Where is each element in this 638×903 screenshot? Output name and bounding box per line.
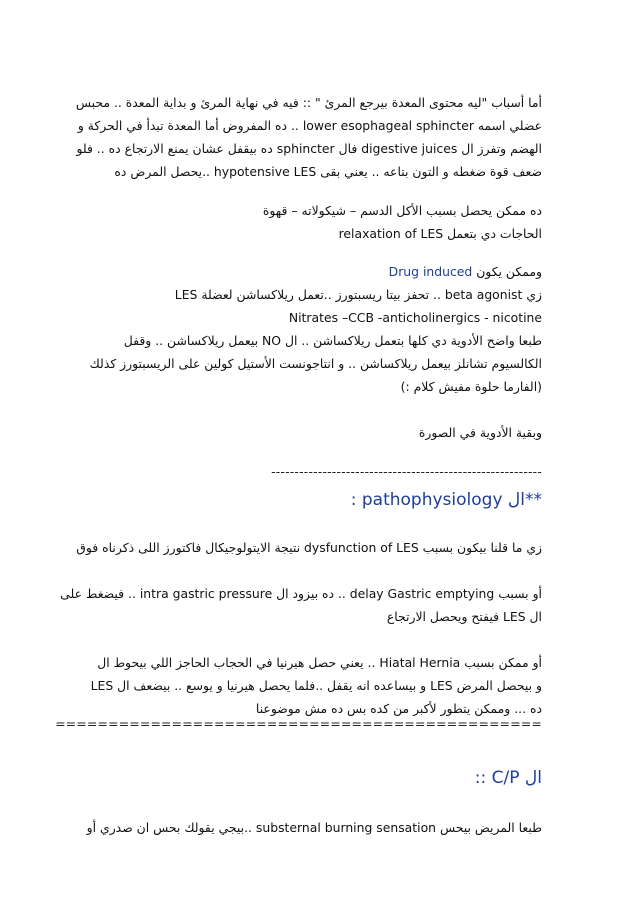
paragraph-line: ده ممكن يحصل بسبب الأكل الدسم – شيكولاته – قهوة: [262, 203, 542, 218]
paragraph-line: الحاجات دي بتعمل relaxation of LES: [338, 226, 542, 241]
separator-double: ==============================================: [55, 716, 542, 731]
paragraph-line: الكالسيوم تشانلز بيعمل ريلاكساشن .. و انتاجونست الأستيل كولين على الريسبتورز كذلك: [89, 356, 542, 371]
paragraph-line: طبعا واضح الأدوية دي كلها بتعمل ريلاكساشن .. ال NO بيعمل ريلاكساشن .. وقفل: [123, 333, 542, 348]
section-heading-cp: ال C/P ::: [474, 768, 542, 788]
paragraph-line: زي ما قلنا بيكون بسبب dysfunction of LES نتيجة الايتولوجيكال فاكتورز اللى ذكرناه فوق: [76, 540, 542, 555]
paragraph-line: Nitrates –CCB -anticholinergics - nicotine: [288, 310, 542, 325]
paragraph-line: وبقية الأدوية في الصورة: [418, 425, 542, 440]
paragraph-line: ضعف قوة ضغطه و التون بتاعه .. يعني بقى hypotensive LES ..يحصل المرض ده: [114, 164, 542, 179]
paragraph-line: عضلي اسمه lower esophageal sphincter .. ده المفروض أما المعدة تبدأ في الحركة و: [77, 118, 542, 133]
paragraph-line: أما أسباب "ليه محتوى المعدة بيرجع المرئ " :: فيه في نهاية المرئ و بداية المعدة .. محبس: [75, 95, 542, 110]
paragraph-line: زي beta agonist .. تحفز بيتا ريسبتورز ..تعمل ريلاكساشن لعضلة LES: [174, 287, 542, 302]
paragraph-line: ده ... وممكن يتطور لأكبر من كده بس ده مش موضوعنا: [255, 701, 542, 716]
paragraph-text: وممكن يكون: [472, 264, 542, 279]
separator-dashed: ----------------------------------------------------------: [271, 464, 542, 479]
section-heading-pathophysiology: **ال pathophysiology :: [350, 490, 542, 510]
paragraph-line: (الفارما حلوة مفيش كلام :): [400, 379, 542, 394]
paragraph-line: [389, 262, 542, 282]
paragraph-line: أو ممكن بسبب Hiatal Hernia .. يعني حصل هيرنيا في الحجاب الحاجز اللي بيحوط ال: [97, 655, 542, 670]
paragraph-line: الهضم وتفرز ال digestive juices فال sphincter ده بيقفل عشان يمنع الارتجاع ده .. فلو: [76, 141, 542, 156]
highlighted-term: Drug induced: [388, 264, 473, 279]
paragraph-line: ال LES فيفتح ويحصل الارتجاع: [386, 609, 542, 624]
paragraph-line: أو بسبب delay Gastric emptying .. ده بيزود ال intra gastric pressure .. فيضغط على: [60, 586, 542, 601]
paragraph-line: LES و بيساعده انه يقفل ..فلما يحصل هيرنيا و يوسع .. بيضعف ال LES و بيحصل المرض: [90, 678, 542, 693]
paragraph-line: طبعا المريض بيحس substernal burning sensation ..بيجي يقولك بحس ان صدري أو: [86, 820, 542, 835]
